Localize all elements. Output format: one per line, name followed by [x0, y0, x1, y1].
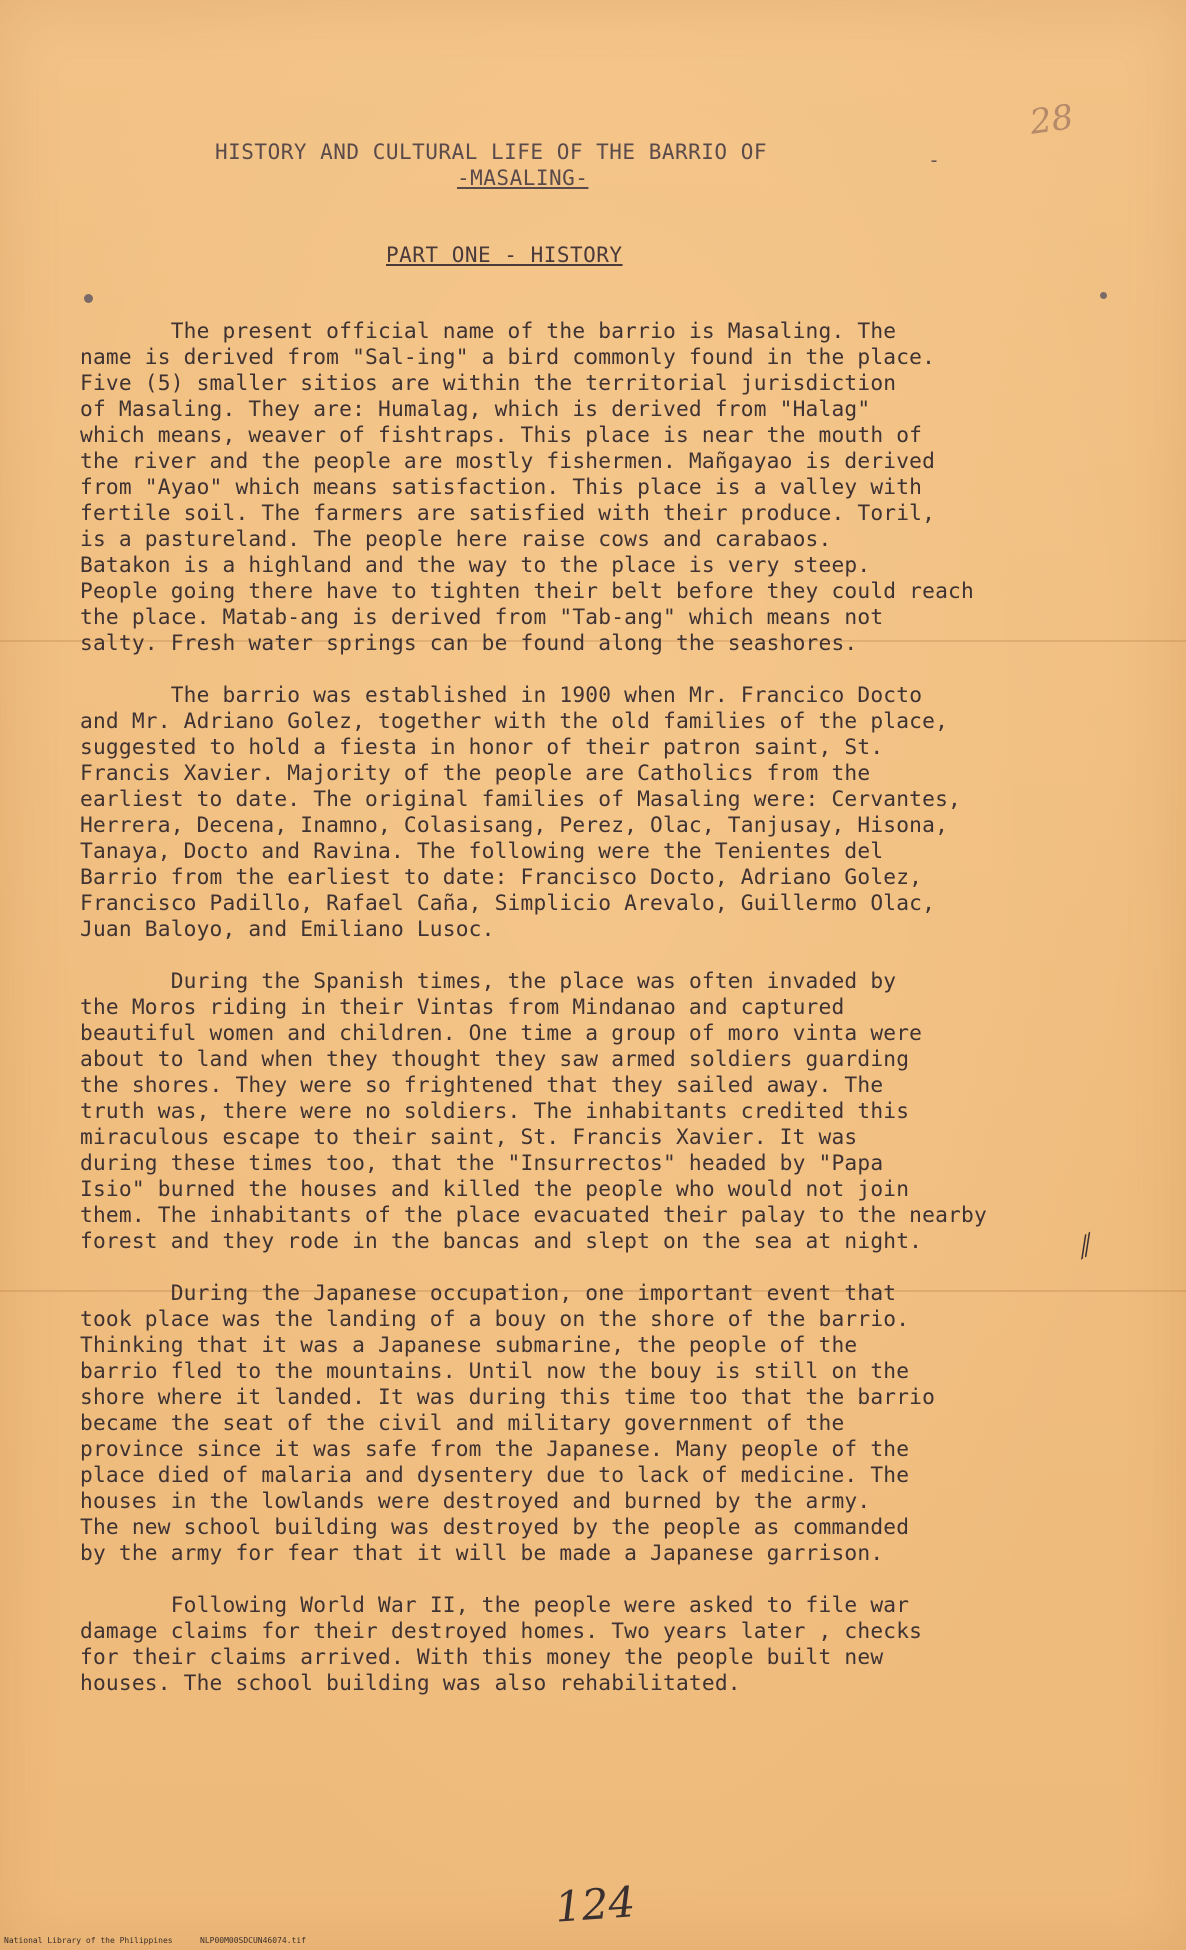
page-number: 124	[553, 1877, 637, 1932]
paragraph-3: During the Spanish times, the place was often invaded by the Moros riding in their Vintas from Mindanao and captured beautiful women and children. One time a group of moro vinta were about to land when they thought they saw armed soldiers guarding the shores. They were so frightened that they sailed away. The truth was, there were no soldiers. The inhabitants credited this miraculous escape to their saint, St. Francis Xavier. It was during these times too, that the "Insurrectos" headed by "Papa Isio" burned the houses and killed the people who would not join them. The inhabitants of the place evacuated their palay to the nearby forest and they rode in the bancas and slept on the sea at night.	[80, 968, 987, 1253]
corner-annotation: 28	[1027, 97, 1076, 143]
ink-spot	[84, 294, 93, 303]
paragraph-5: Following World War II, the people were asked to file war damage claims for their destroyed homes. Two years later , checks for their claims arrived. With this money the people built new houses. The school building was also rehabilitated.	[80, 1592, 923, 1695]
handwritten-tick: ⁄⁄	[1075, 1231, 1098, 1263]
footer-file-name: NLP00M00SDCUN46074.tif	[200, 1936, 306, 1945]
body-text	[80, 318, 1160, 1722]
paragraph-4: During the Japanese occupation, one important event that took place was the landing of a bouy on the shore of the barrio. Thinking that it was a Japanese submarine, the people of the barrio fled to the mountains. Until now the bouy is still on the shore where it landed. It was during this time too that the barrio became the seat of the civil and military government of the province since it was safe from the Japanese. Many people of the place died of malaria and dysentery due to lack of medicine. The houses in the lowlands were destroyed and burned by the army. The new school building was destroyed by the people as commanded by the army for fear that it will be made a Japanese garrison.	[80, 1280, 936, 1565]
dash-mark: -	[928, 148, 941, 172]
ink-spot	[1100, 292, 1107, 299]
title-line-2: -MASALING-	[457, 166, 589, 190]
paragraph-2: The barrio was established in 1900 when Mr. Francico Docto and Mr. Adriano Golez, together with the old families of the place, suggested to hold a fiesta in honor of their patron saint, St. Francis Xavier. Majority of the people are Catholics from the earliest to date. The original families of Masaling were: Cervantes, Herrera, Decena, Inamno, Colasisang, Perez, Olac, Tanjusay, Hisona, Tanaya, Docto and Ravina. The following were the Tenientes del Barrio from the earliest to date: Francisco Docto, Adriano Golez, Francisco Padillo, Rafael Caña, Simplicio Arevalo, Guillermo Olac, Juan Baloyo, and Emiliano Lusoc.	[80, 682, 962, 941]
section-heading: PART ONE - HISTORY	[386, 243, 623, 267]
document-title	[215, 140, 915, 190]
footer-archive-name: National Library of the Philippines	[4, 1936, 173, 1945]
paragraph-1: The present official name of the barrio is Masaling. The name is derived from "Sal-ing" a bird commonly found in the place. Five (5) smaller sitios are within the territorial jurisdiction of Masaling. They are: Humalag, which is derived from "Halag" which means, weaver of fishtraps. This place is near the mouth of the river and the people are mostly fishermen. Mañgayao is derived from "Ayao" which means satisfaction. This place is a valley with fertile soil. The farmers are satisfied with their produce. Toril, is a pastureland. The people here raise cows and carabaos. Batakon is a highland and the way to the place is very steep. People going there have to tighten their belt before they could reach the place. Matab-ang is derived from "Tab-ang" which means not salty. Fresh water springs can be found along the seashores.	[80, 318, 974, 655]
title-line-1: HISTORY AND CULTURAL LIFE OF THE BARRIO OF	[215, 140, 768, 164]
